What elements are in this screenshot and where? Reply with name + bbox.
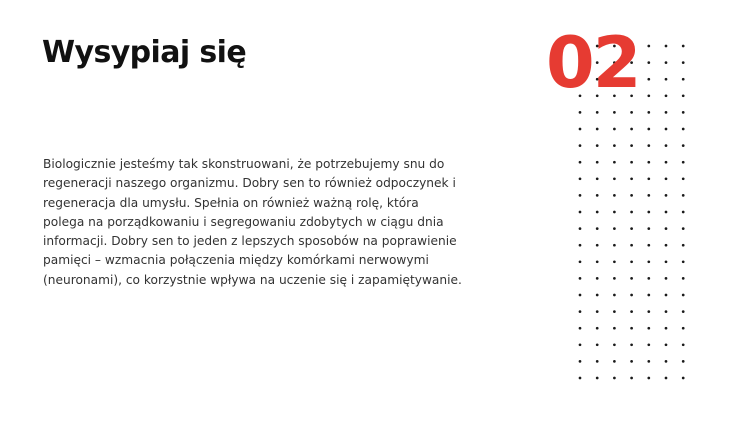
grid-dot	[665, 244, 668, 247]
grid-dot	[579, 244, 582, 247]
grid-dot	[665, 144, 668, 147]
grid-dot	[647, 227, 650, 230]
grid-dot	[613, 227, 616, 230]
grid-dot	[682, 194, 685, 197]
grid-dot	[665, 227, 668, 230]
grid-dot	[613, 377, 616, 380]
grid-dot	[596, 260, 599, 263]
grid-dot	[665, 94, 668, 97]
grid-dot	[613, 211, 616, 214]
grid-dot	[647, 177, 650, 180]
grid-dot	[665, 78, 668, 81]
grid-dot	[682, 360, 685, 363]
grid-dot	[613, 294, 616, 297]
grid-dot	[630, 244, 633, 247]
grid-dot	[682, 377, 685, 380]
grid-dot	[682, 244, 685, 247]
slide-number: 02	[546, 22, 640, 104]
grid-dot	[665, 61, 668, 64]
grid-dot	[630, 161, 633, 164]
grid-dot	[579, 343, 582, 346]
grid-dot	[596, 277, 599, 280]
grid-dot	[579, 360, 582, 363]
grid-dot	[579, 277, 582, 280]
grid-dot	[647, 144, 650, 147]
grid-dot	[630, 343, 633, 346]
grid-dot	[630, 294, 633, 297]
grid-dot	[647, 128, 650, 131]
grid-dot	[665, 294, 668, 297]
grid-dot	[613, 327, 616, 330]
grid-dot	[613, 194, 616, 197]
grid-dot	[647, 78, 650, 81]
grid-dot	[647, 360, 650, 363]
grid-dot	[665, 260, 668, 263]
grid-dot	[647, 327, 650, 330]
grid-dot	[579, 377, 582, 380]
grid-dot	[579, 177, 582, 180]
grid-dot	[682, 310, 685, 313]
grid-dot	[596, 360, 599, 363]
grid-dot	[630, 310, 633, 313]
grid-dot	[682, 177, 685, 180]
grid-dot	[682, 260, 685, 263]
grid-dot	[613, 360, 616, 363]
grid-dot	[630, 377, 633, 380]
grid-dot	[596, 177, 599, 180]
grid-dot	[596, 327, 599, 330]
grid-dot	[665, 277, 668, 280]
grid-dot	[579, 144, 582, 147]
grid-dot	[579, 194, 582, 197]
grid-dot	[647, 377, 650, 380]
grid-dot	[682, 327, 685, 330]
grid-dot	[682, 211, 685, 214]
grid-dot	[596, 161, 599, 164]
grid-dot	[647, 277, 650, 280]
grid-dot	[596, 244, 599, 247]
grid-dot	[665, 327, 668, 330]
grid-dot	[630, 260, 633, 263]
grid-dot	[665, 111, 668, 114]
grid-dot	[596, 194, 599, 197]
grid-dot	[579, 211, 582, 214]
grid-dot	[596, 144, 599, 147]
grid-dot	[613, 260, 616, 263]
grid-dot	[682, 227, 685, 230]
grid-dot	[682, 94, 685, 97]
grid-dot	[647, 61, 650, 64]
grid-dot	[682, 144, 685, 147]
grid-dot	[596, 377, 599, 380]
grid-dot	[596, 111, 599, 114]
grid-dot	[647, 310, 650, 313]
grid-dot	[613, 128, 616, 131]
grid-dot	[596, 211, 599, 214]
grid-dot	[682, 277, 685, 280]
grid-dot	[613, 277, 616, 280]
grid-dot	[579, 227, 582, 230]
grid-dot	[682, 111, 685, 114]
slide-body-text: Biologicznie jesteśmy tak skonstruowani, że potrzebujemy snu do regeneracji naszego organizmu. Dobry sen to również odpoczynek i regeneracja dla umysłu. Spełnia on również ważną rolę, która polega na porządkowaniu i segregowaniu zdobytych w ciągu dnia informacji. Dobry sen to jeden z lepszych sposobów na poprawienie pamięci – wzmacnia połączenia między komórkami nerwowymi (neuronami), co korzystnie wpływa na uczenie się i zapamiętywanie.	[43, 157, 462, 287]
grid-dot	[630, 177, 633, 180]
slide-title: Wysypiaj się	[42, 35, 247, 70]
grid-dot	[579, 161, 582, 164]
grid-dot	[647, 244, 650, 247]
grid-dot	[579, 111, 582, 114]
grid-dot	[630, 128, 633, 131]
grid-dot	[613, 144, 616, 147]
grid-dot	[596, 128, 599, 131]
grid-dot	[630, 327, 633, 330]
grid-dot	[647, 343, 650, 346]
grid-dot	[665, 128, 668, 131]
grid-dot	[579, 310, 582, 313]
grid-dot	[596, 294, 599, 297]
grid-dot	[630, 277, 633, 280]
grid-dot	[647, 294, 650, 297]
grid-dot	[665, 211, 668, 214]
grid-dot	[665, 377, 668, 380]
grid-dot	[647, 260, 650, 263]
grid-dot	[613, 111, 616, 114]
grid-dot	[665, 45, 668, 48]
grid-dot	[630, 144, 633, 147]
grid-dot	[682, 294, 685, 297]
grid-dot	[665, 310, 668, 313]
grid-dot	[665, 194, 668, 197]
grid-dot	[579, 128, 582, 131]
grid-dot	[682, 45, 685, 48]
grid-dot	[630, 194, 633, 197]
grid-dot	[665, 161, 668, 164]
grid-dot	[579, 294, 582, 297]
grid-dot	[682, 128, 685, 131]
grid-dot	[682, 343, 685, 346]
grid-dot	[647, 211, 650, 214]
grid-dot	[596, 310, 599, 313]
grid-dot	[596, 227, 599, 230]
grid-dot	[647, 161, 650, 164]
grid-dot	[613, 161, 616, 164]
grid-dot	[665, 360, 668, 363]
grid-dot	[613, 343, 616, 346]
grid-dot	[596, 343, 599, 346]
grid-dot	[647, 111, 650, 114]
grid-dot	[579, 260, 582, 263]
grid-dot	[682, 61, 685, 64]
grid-dot	[630, 227, 633, 230]
grid-dot	[647, 94, 650, 97]
grid-dot	[665, 343, 668, 346]
grid-dot	[682, 161, 685, 164]
grid-dot	[613, 177, 616, 180]
grid-dot	[630, 111, 633, 114]
grid-dot	[647, 45, 650, 48]
grid-dot	[682, 78, 685, 81]
grid-dot	[613, 244, 616, 247]
grid-dot	[613, 310, 616, 313]
grid-dot	[630, 360, 633, 363]
grid-dot	[579, 327, 582, 330]
grid-dot	[647, 194, 650, 197]
grid-dot	[630, 211, 633, 214]
grid-dot	[665, 177, 668, 180]
